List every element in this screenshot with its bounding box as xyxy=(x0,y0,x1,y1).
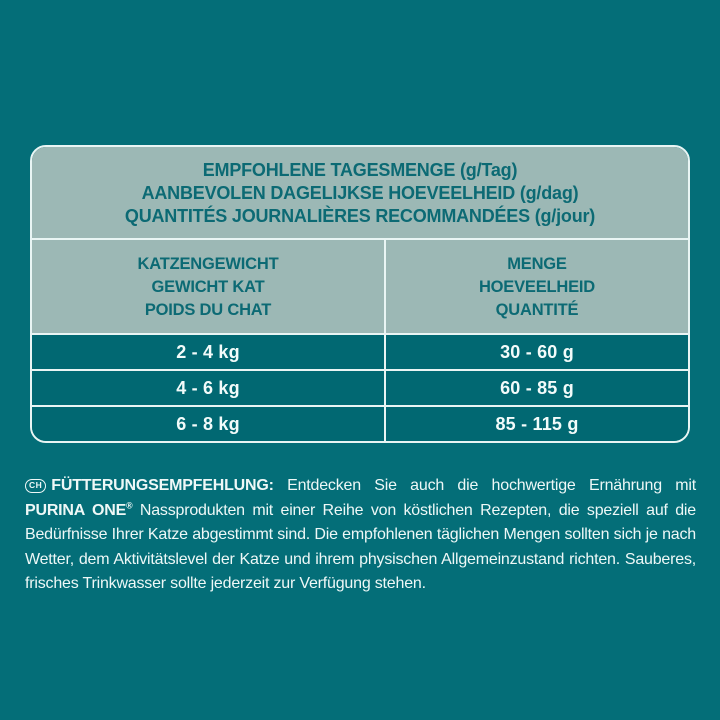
weight-cell: 2 - 4 kg xyxy=(176,341,240,362)
weight-header-de: KATZENGEWICHT xyxy=(137,254,279,273)
table-row xyxy=(32,405,688,441)
table-column-headers xyxy=(32,238,688,333)
weight-header-fr: POIDS DU CHAT xyxy=(144,300,272,319)
brand-name: PURINA ONE® xyxy=(25,500,133,519)
note-text-1: Entdecken Sie auch die hochwertige Ernährung mit xyxy=(273,477,696,494)
amount-header-de: MENGE xyxy=(507,254,567,273)
note-heading: FÜTTERUNGSEMPFEHLUNG: xyxy=(51,477,274,494)
feeding-recommendation-table xyxy=(30,145,690,443)
table-title-nl: AANBEVOLEN DAGELIJKSE HOEVEELHEID (g/dag) xyxy=(141,182,579,203)
table-title-fr: QUANTITÉS JOURNALIÈRES RECOMMANDÉES (g/jour) xyxy=(124,205,596,226)
weight-cell: 4 - 6 kg xyxy=(176,377,240,398)
ch-region-badge: CH xyxy=(25,479,46,493)
amount-header-fr: QUANTITÉ xyxy=(495,300,579,319)
amount-cell: 60 - 85 g xyxy=(384,371,688,405)
table-row xyxy=(32,333,688,369)
column-header-amount xyxy=(384,240,688,333)
weight-header-nl: GEWICHT KAT xyxy=(151,277,265,296)
weight-cell: 6 - 8 kg xyxy=(176,413,240,434)
amount-cell: 30 - 60 g xyxy=(384,335,688,369)
table-title xyxy=(32,147,688,238)
amount-cell: 85 - 115 g xyxy=(384,407,688,441)
note-text-2: Nassprodukten mit einer Reihe von köstlichen Rezepten, die speziell auf die Bedürfnisse Ihrer Katze abgestimmt sind. Die empfohlenen täglichen Mengen sollten sich je nach Wetter, dem Aktivitätslevel der Katze und ihrem physischen Allgemeinzustand richten. Sauberes, frisches Trinkwasser sollte jederzeit zur Verfügung stehen. xyxy=(25,501,696,592)
column-header-weight xyxy=(32,240,384,333)
amount-header-nl: HOEVEELHEID xyxy=(478,277,596,296)
table-row xyxy=(32,369,688,405)
table-title-de: EMPFOHLENE TAGESMENGE (g/Tag) xyxy=(202,159,518,180)
feeding-note xyxy=(25,474,696,597)
registered-mark: ® xyxy=(126,500,133,511)
